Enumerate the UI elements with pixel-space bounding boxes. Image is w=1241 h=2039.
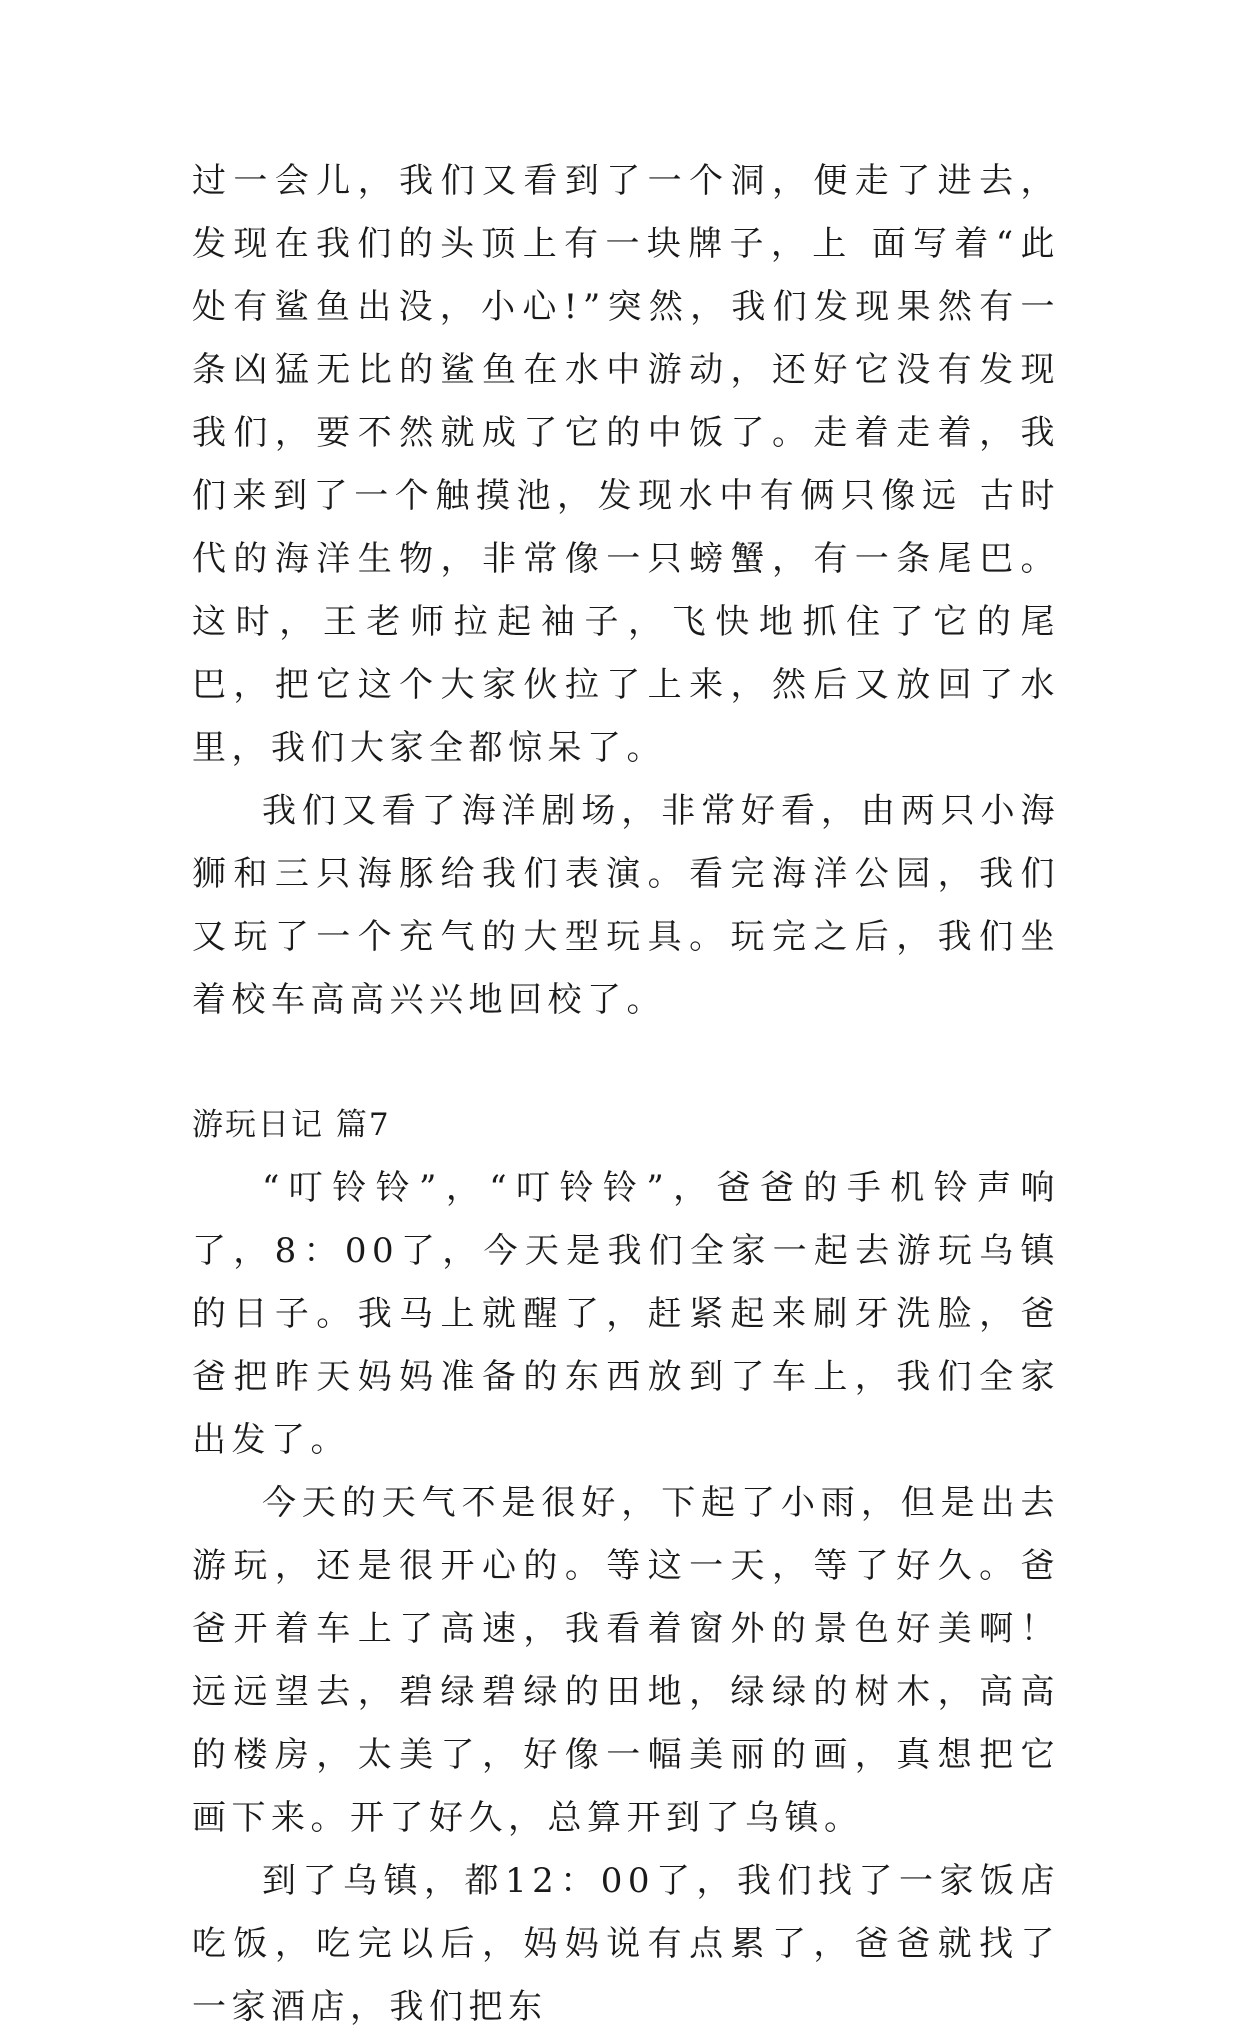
section-gap: [192, 1032, 1060, 1094]
paragraph: 到了乌镇，都12：00了，我们找了一家饭店吃饭，吃完以后，妈妈说有点累了，爸爸就找了一家酒店，我们把东: [192, 1861, 1060, 2027]
paragraph: 我们又看了海洋剧场，非常好看，由两只小海狮和三只海豚给我们表演。看完海洋公园，我们又玩了一个充气的大型玩具。玩完之后，我们坐着校车高高兴兴地回校了。: [192, 791, 1060, 1020]
document-page: [192, 150, 1060, 2039]
paragraph: 今天的天气不是很好，下起了小雨，但是出去游玩，还是很开心的。等这一天，等了好久。爸爸开着车上了高速，我看着窗外的景色好美啊！远远望去，碧绿碧绿的田地，绿绿的树木，高高的楼房，太美了，好像一幅美丽的画，真想把它画下来。开了好久，总算开到了乌镇。: [192, 1483, 1060, 1838]
paragraph: 过一会儿，我们又看到了一个洞，便走了进去，发现在我们的头顶上有一块牌子，上 面写着“此处有鲨鱼出没，小心!”突然，我们发现果然有一条凶猛无比的鲨鱼在水中游动，还好它没有发现我们，要不然就成了它的中饭了。走着走着，我们来到了一个触摸池，发现水中有俩只像远 古时代的海洋生物，非常像一只螃蟹，有一条尾巴。这时，王老师拉起袖子，飞快地抓住了它的尾巴，把它这个大家伙拉了上来，然后又放回了水里，我们大家全都惊呆了。: [192, 161, 1060, 768]
paragraph: “叮铃铃”，“叮铃铃”，爸爸的手机铃声响了，8：00了，今天是我们全家一起去游玩乌镇的日子。我马上就醒了，赶紧起来刷牙洗脸，爸爸把昨天妈妈准备的东西放到了车上，我们全家出发了。: [192, 1168, 1060, 1460]
section-heading: 游玩日记 篇7: [192, 1107, 391, 1143]
